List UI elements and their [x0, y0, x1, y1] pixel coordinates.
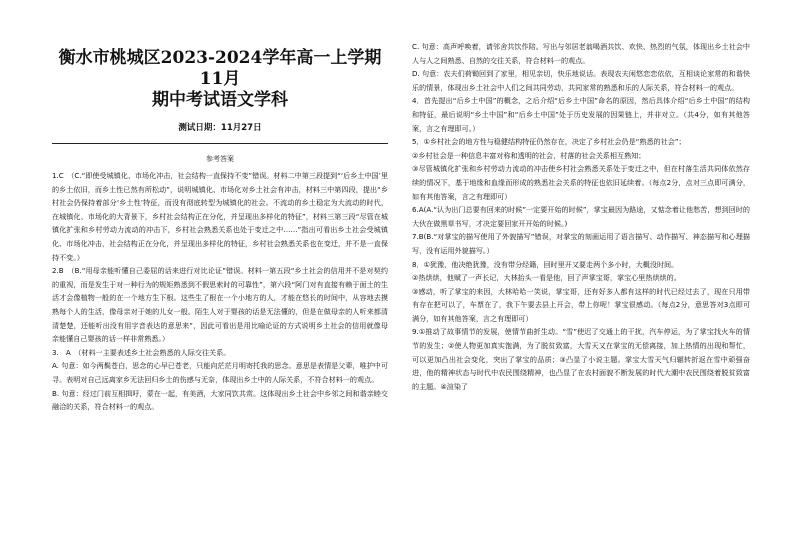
- answer-paragraph: C. 句意：高声呼唤着，请邻舍共饮作陪。写出与邻居老翁喝酒共饮、欢快、热烈的气氛，体现出乡土社会中人与人之间熟悉、自然的交往关系，符合材料一的观点。: [412, 42, 750, 65]
- answer-heading: 参考答案: [206, 155, 234, 163]
- answer-paragraph: 5．①乡村社会的地方性与稳健结构特征仍然存在，决定了乡村社会仍是“熟悉的社会”；: [412, 137, 686, 147]
- answer-paragraph: 3. A （材料一主要表述乡土社会熟悉的人际交往关系。: [52, 347, 231, 357]
- title-line-1: 衡水市桃城区2023-2024学年高一上学期11月: [58, 48, 382, 89]
- title-line-2: 期中考试语文学科: [152, 90, 288, 110]
- answer-paragraph: ②热烘烘，他赋了一声长记，大林抬头一看是他，回了声掌宝哥，掌宝心里热烘烘的。: [412, 273, 681, 283]
- right-column: [412, 40, 750, 393]
- answer-paragraph: B. 句意：经过门前互相揖吁，蒙在一起，有美酒，大家同饮共赏。这体现出乡土社会中乡邻之间和谐亲睦交融洽的关系，符合材料一的观点。: [52, 388, 388, 412]
- answer-paragraph: D. 句意：农夫们荷锄回到了家里，相见亲切，快乐地说话。表现农夫闲悠恋恋依依，互相谈论家常的和谐快乐的情景，体现出乡土社会中人们之间共同劳动，共同家常的熟悉和乐的人际关系，符合材料一的观点。: [412, 69, 750, 92]
- answer-paragraph: 1.C （C.“即使受城镇化、市场化冲击，社会结构一直保持不变”错误。材料二中第三段提到“‘后乡土中国’里的乡土依旧，而乡土性已然有所松动”，说明城镇化、市场化对乡土社会有冲击，材料三中第四段，提出“乡村社会仍保持着部分‘乡土性’特征，而没有彻底转型为城镇化的社会。不流动的乡土稳定为大流动的时代，在城镇化、市场化的大背景下，乡村社会结构正在分化，并呈现出多样化的特征”，材料三第三段“尽管在城镇化扩张和乡村劳动力流动的冲击下，乡村社会熟悉关系也处于变迁之中……”指出可看出乡土社会受城镇化、市场化冲击，社会结构正在分化，并呈现出多样化的特征，乡村社会熟悉关系也在变迁，并不是一直保持不变。）: [52, 171, 388, 262]
- answer-paragraph: 9.①推动了故事情节的发展，使情节曲折生动。“雪”使迟了交通上的干扰，汽车停运，为了掌宝找火车的情节的发生；②使人物更加真实饱满，为了脱贫致富，大雪天又在掌宝的无偿离接，加上热情的出现和帮忙，可以更加凸出社会变化，突出了掌宝的品质；③凸显了小说主题。掌宝大雪天气归辗转折返在雪中顽强奋进，他的精神状态与时代中农民围绕精神，也凸显了在农村面貌不断发展的时代大潮中农民围绕着脱贫致富的主题。④渲染了: [412, 327, 750, 391]
- answer-paragraph: ③尽管城镇化扩张和乡村劳动力流动的冲击使乡村社会熟悉关系处于变迁之中，但在村落生活共同体依然存续的情况下，基于地缘和血缘而形成的熟悉社会关系的特征也依旧延续着。（每点2分，点对三点即可满分，如有其他答案，言之有理即可）: [412, 164, 750, 201]
- answer-paragraph: 4．首先提出“后乡土中国”的概念，之后介绍“后乡土中国”命名的原因，然后具体介绍“后乡土中国”的结构和特征，最后说明“乡土中国”和“后乡土中国”处于历史发展的因果链上，并非对立。（共4分，如有其他答案，言之有理即可。）: [412, 96, 750, 133]
- title-divider: [52, 143, 388, 144]
- answer-paragraph: 2.B （B.“用母亲能听懂自己委屈的话来进行对比论证”错误。材料一第五段“乡土社会的信用并不是对契约的重视，而是发生于对一种行为的规矩熟悉到不假思索时的可靠性”，第六段“阿门对有直接有赖于面土的生活才会像植物一般的在一个地方生下根。这些生了根在一个小地方的人，才能在悠长的时间中，从容地去摸熟每个人的生活，像母亲对于她的儿女一般。陌生人对于婴孩的话是无法懂的，但是在做母亲的人听来都清清楚楚，还能听出没有用字音表达的意思来”，因此可看出是用比喻论证的方式说明乡土社会的信用就像母亲能懂自己婴孩的话一样非常熟悉。）: [52, 266, 388, 344]
- answer-paragraph: ②乡村社会是一种信息丰富对称和透明的社会，村落的社会关系相互熟知；: [412, 150, 646, 160]
- answer-paragraph: 8．①犹豫，他决绝犹豫，没有带分经籍，回时里开又要走两个多小时，大概没时间。: [412, 259, 679, 269]
- exam-date: 测试日期：11月27日: [178, 123, 262, 133]
- document-title: [52, 48, 388, 111]
- answer-paragraph: ③感动，听了掌宝的来因，大林哈哈一笑说，掌宝哥，还有好多人都有这样的时代已经过去了，现在只用带有存在把可以了，车票在了，我下午要去县上开会，带上你呢！掌宝很感动。（每点2分，意思答对3点即可满分，如有其他答案，言之有理即可）: [412, 286, 750, 323]
- answer-paragraph: A. 句意：如今两鬓苍白，思念的心早已苍老，只能向茫茫月明寄托我的思念。意思是表情是父辈，唯护中可寻。表明对自己远离家乡无法回归乡土的伤感与无奈，体现出乡土中的人际关系，不符合材料一的观点。: [52, 361, 388, 384]
- left-column: [52, 36, 388, 414]
- answer-paragraph: 7.B(B.“对掌宝的描写使用了外貌描写”错误，对掌宝的刻画运用了语言描写、动作描写、神态描写和心理描写，没有运用外貌描写。）: [412, 232, 750, 255]
- answer-paragraph: 6.A(A.“认为出门总要有回来的时候”一定要开始的时候”，掌宝最因为路途，又惦念着让他愁苦，想到回时的大伙在做黑草书写，才决定要回家开开始的时候。): [412, 205, 750, 228]
